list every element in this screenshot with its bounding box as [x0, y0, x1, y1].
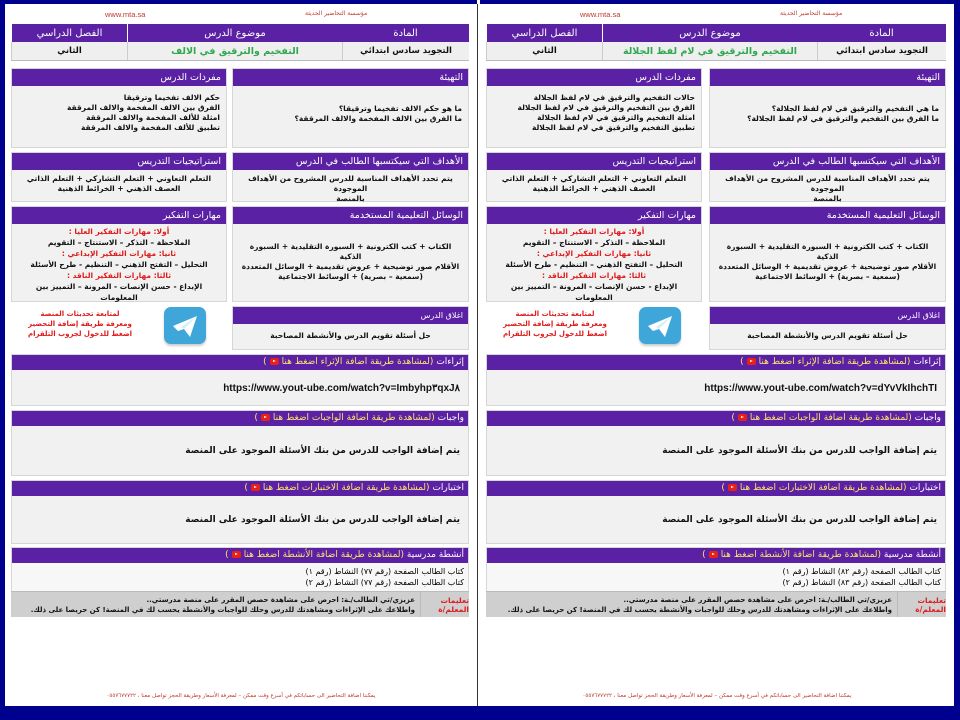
- enrichment-url[interactable]: https://www.yout-ube.com/watch?v=dYvVkIhchTI: [704, 382, 937, 394]
- activities-link-text: (لمشاهدة طريقة اضافة الأنشطة اضغط هنا: [720, 550, 882, 560]
- header-label-term: الفصل الدراسي: [11, 24, 127, 42]
- thinking-line-3: الإبداع - حسن الإنصات - المرونة – التمييز بين المعلومات: [35, 282, 203, 302]
- youtube-icon: [728, 484, 737, 491]
- goals-box: [709, 152, 946, 202]
- warmup-box: [232, 68, 469, 148]
- closing-title: اغلاق الدرس: [710, 307, 945, 324]
- teacher-notes-line: عزيزي/تي الطالب/ـة: احرص على مشاهدة حصص المقرر على منصة مدرستي..: [146, 596, 415, 604]
- vocab-title: مفردات الدرس: [487, 69, 701, 86]
- thinking-heading-1: أولا: مهارات التفكير العليا :: [68, 227, 170, 236]
- activities-title: أنشطة مدرسية: [406, 550, 464, 560]
- header-value-topic: التفخيم والترقيق في الالف: [127, 42, 342, 60]
- teacher-notes-row: [486, 591, 946, 617]
- youtube-icon: [232, 551, 241, 558]
- aids-line: الكتاب + كتب الكترونية + السبورة التقليدية + السبورة الذكية: [249, 242, 452, 261]
- warmup-line: ما هي التفخيم والترقيق في لام لفظ الجلالة؟: [771, 104, 939, 113]
- org-name: مؤسسة التحاضير الحديثة: [305, 10, 368, 17]
- teacher-notes-line: واطلاعك على الإثراءات ومشاهدتك للدرس وحلك للواجبات والأنشطة يحسب لك في المنصة! كن حريصا على ذلك.: [30, 606, 415, 614]
- header-value-term: الثاني: [11, 42, 127, 60]
- activities-link-text: (لمشاهدة طريقة اضافة الأنشطة اضغط هنا: [243, 550, 405, 560]
- thinking-heading-2: ثانيا: مهارات التفكير الإبداعي :: [536, 249, 652, 258]
- thinking-line-2: التحليل – التفتح الذهني – التنظيم - طرح الأسئلة: [30, 260, 208, 269]
- homework-link-text: (لمشاهدة طريقة اضافة الواجبات اضغط هنا: [749, 413, 912, 423]
- homework-link-close: ): [254, 413, 258, 423]
- activities-title: أنشطة مدرسية: [883, 550, 941, 560]
- tests-link-close: ): [244, 483, 248, 493]
- teacher-notes-line: واطلاعك على الإثراءات ومشاهدتك للدرس وحلك للواجبات والأنشطة يحسب لك في المنصة! كن حريصا على ذلك.: [507, 606, 892, 614]
- strategies-line: العصف الذهني + الخرائط الذهنية: [532, 184, 656, 193]
- closing-text: حل أسئلة تقويم الدرس والأنشطة المصاحبة: [747, 331, 908, 340]
- strategies-line: العصف الذهني + الخرائط الذهنية: [57, 184, 181, 193]
- lesson-plan-page-left: [5, 4, 477, 706]
- telegram-caption-line: اضغط للدخول لجروب التلقرام: [27, 330, 133, 338]
- tests-section: [11, 480, 469, 544]
- lesson-plan-page-right: [480, 4, 954, 706]
- enrichment-link-text: (لمشاهدة طريقة اضافة الإثراء اضغط هنا: [281, 357, 434, 367]
- activity-line: كتاب الطالب الصفحة (رقم ٧٧) النشاط (رقم ٢): [305, 578, 464, 587]
- page-footer: يمكننا اضافة التحاضير الى حساباتكم في أسرع وقت ممكن – لمعرفة الأسعار وطريقة الحجز تواصل معنا ، ٠٥٥٧٦٧٧٧٢٢: [582, 693, 852, 699]
- teacher-notes-text: [11, 592, 421, 617]
- aids-box: [232, 206, 469, 302]
- youtube-icon: [709, 551, 718, 558]
- tests-howto-link[interactable]: [721, 483, 906, 493]
- aids-title: الوسائل التعليمية المستخدمة: [710, 207, 945, 224]
- tests-howto-link[interactable]: [244, 483, 429, 493]
- tests-title: اختبارات: [432, 483, 464, 493]
- homework-title: واجبات: [914, 413, 941, 423]
- tests-link-text: (لمشاهدة طريقة اضافة الاختبارات اضغط هنا: [739, 483, 907, 493]
- org-name: مؤسسة التحاضير الحديثة: [780, 10, 843, 17]
- teacher-notes-line: عزيزي/تي الطالب/ـة: احرص على مشاهدة حصص المقرر على منصة مدرستي..: [623, 596, 892, 604]
- teacher-notes-label: تعليمات المعلم/ة: [915, 595, 946, 614]
- activities-link-close: ): [225, 550, 229, 560]
- header-value-term: الثاني: [486, 42, 602, 60]
- closing-title: اغلاق الدرس: [233, 307, 468, 324]
- aids-line: الأقلام صور توضيحية + عروض تقديمية + الوسائل المتعددة: [718, 262, 937, 271]
- enrichment-url[interactable]: https://www.yout-ube.com/watch?v=Imbyhp٣qxJ٨: [223, 382, 460, 394]
- strategies-title: استراتيجيات التدريس: [487, 153, 701, 170]
- enrichment-link-text: (لمشاهدة طريقة اضافة الإثراء اضغط هنا: [758, 357, 911, 367]
- tests-link-close: ): [721, 483, 725, 493]
- enrichment-title: إثراءات: [436, 357, 464, 367]
- thinking-heading-1: أولا: مهارات التفكير العليا :: [543, 227, 645, 236]
- header-value-subject: التجويد سادس ابتدائي: [817, 42, 946, 60]
- warmup-line: ما هو حكم الالف تفخيما وترقيقا؟: [338, 104, 462, 113]
- thinking-heading-2: ثانيا: مهارات التفكير الإبداعي :: [61, 249, 177, 258]
- strategies-line: التعلم التعاوني + التعلم التشاركي + التعلم الذاتي: [26, 174, 212, 183]
- thinking-title: مهارات التفكير: [487, 207, 701, 224]
- homework-text: يتم إضافة الواجب للدرس من بنك الأسئلة الموجود على المنصة: [662, 446, 937, 456]
- thinking-line-3: الإبداع - حسن الإنصات - المرونة – التمييز بين المعلومات: [510, 282, 678, 302]
- homework-section: [11, 410, 469, 476]
- youtube-icon: [261, 414, 270, 421]
- telegram-caption[interactable]: [15, 309, 145, 339]
- activities-section: [11, 547, 469, 593]
- thinking-skills-box: [11, 206, 227, 302]
- telegram-caption-line: لمتابعة تحديثات المنصة: [515, 310, 595, 318]
- thinking-line-1: الملاحظة – التذكر – الاستنتاج – التقويم: [522, 238, 666, 247]
- homework-link-text: (لمشاهدة طريقة اضافة الواجبات اضغط هنا: [272, 413, 435, 423]
- goals-title: الأهداف التي سيكتسبها الطالب في الدرس: [710, 153, 945, 170]
- youtube-icon: [747, 358, 756, 365]
- thinking-skills-box: [486, 206, 702, 302]
- homework-link-close: ): [731, 413, 735, 423]
- frame-border-bottom: [0, 706, 960, 720]
- warmup-title: التهيئة: [710, 69, 945, 86]
- aids-line: الأقلام صور توضيحية + عروض تقديمية + الوسائل المتعددة: [241, 262, 460, 271]
- closing-box: [709, 306, 946, 350]
- enrichment-title: إثراءات: [913, 357, 941, 367]
- strategies-box: [486, 152, 702, 202]
- enrichment-link-close: ): [263, 357, 267, 367]
- telegram-icon[interactable]: [639, 307, 681, 344]
- activities-section: [486, 547, 946, 593]
- goals-title: الأهداف التي سيكتسبها الطالب في الدرس: [233, 153, 468, 170]
- homework-howto-link[interactable]: [731, 413, 911, 423]
- aids-line: الكتاب + كتب الكترونية + السبورة التقليدية + السبورة الذكية: [726, 242, 929, 261]
- thinking-heading-3: ثالثا: مهارات التفكير الناقد :: [541, 271, 647, 280]
- activity-line: كتاب الطالب الصفحة (رقم ٨٣) النشاط (رقم ٢): [782, 578, 941, 587]
- goals-line: بالمنصة: [336, 194, 365, 203]
- strategies-title: استراتيجيات التدريس: [12, 153, 226, 170]
- homework-title: واجبات: [437, 413, 464, 423]
- activities-link-close: ): [702, 550, 706, 560]
- telegram-caption-line: لمتابعة تحديثات المنصة: [40, 310, 120, 318]
- telegram-caption-line: اضغط للدخول لجروب التلقرام: [502, 330, 608, 338]
- telegram-icon[interactable]: [164, 307, 206, 344]
- teacher-notes-text: [486, 592, 898, 617]
- telegram-caption[interactable]: [490, 309, 620, 339]
- youtube-icon: [251, 484, 260, 491]
- vocab-line: امثلة التفخيم والترقيق في لام لفظ الجلالة: [537, 113, 695, 122]
- enrichment-howto-link[interactable]: [263, 357, 433, 367]
- youtube-icon: [270, 358, 279, 365]
- header-label-subject: المادة: [869, 27, 894, 39]
- aids-title: الوسائل التعليمية المستخدمة: [233, 207, 468, 224]
- vocab-line: الفرق بين التفخيم والترقيق في لام لفظ الجلالة: [517, 103, 695, 112]
- goals-line: يتم تحدد الأهداف المناسبة للدرس المشروح من الأهداف الموجودة: [248, 174, 453, 193]
- header-value-topic: التفخيم والترقيق في لام لفظ الجلالة: [602, 42, 817, 60]
- site-url[interactable]: www.mta.sa: [580, 10, 621, 19]
- page-topline: [5, 10, 477, 22]
- vocab-line: امثلة للألف المفخمة والالف المرققة: [86, 113, 220, 122]
- header-label-subject: المادة: [393, 27, 418, 39]
- strategies-line: التعلم التعاوني + التعلم التشاركي + التعلم الذاتي: [501, 174, 687, 183]
- warmup-box: [709, 68, 946, 148]
- enrichment-howto-link[interactable]: [740, 357, 910, 367]
- aids-line: (سمعية – بصرية) + الوسائط الاجتماعية: [278, 272, 423, 281]
- enrichment-section: [11, 354, 469, 406]
- lesson-header-table: [486, 24, 946, 62]
- thinking-line-1: الملاحظة – التذكر – الاستنتاج – التقويم: [47, 238, 191, 247]
- enrichment-link-close: ): [740, 357, 744, 367]
- lesson-header-table: [11, 24, 469, 62]
- vocab-line: الفرق بين الالف المفخمة والالف المرققة: [66, 103, 220, 112]
- thinking-title: مهارات التفكير: [12, 207, 226, 224]
- header-label-topic: موضوع الدرس: [127, 24, 342, 42]
- vocab-line: حالات التفخيم والترقيق في لام لفظ الجلالة: [533, 93, 695, 102]
- teacher-notes-label: تعليمات المعلم/ة: [438, 595, 469, 614]
- thinking-heading-3: ثالثا: مهارات التفكير الناقد :: [66, 271, 172, 280]
- tests-title: اختبارات: [909, 483, 941, 493]
- goals-box: [232, 152, 469, 202]
- vocab-box: [486, 68, 702, 148]
- header-value-subject: التجويد سادس ابتدائي: [342, 42, 469, 60]
- homework-section: [486, 410, 946, 476]
- telegram-caption-line: ومعرفة طريقة إضافة التحضير: [503, 320, 607, 328]
- header-label-topic: موضوع الدرس: [602, 24, 817, 42]
- tests-link-text: (لمشاهدة طريقة اضافة الاختبارات اضغط هنا: [262, 483, 430, 493]
- aids-line: (سمعية – بصرية) + الوسائط الاجتماعية: [755, 272, 900, 281]
- vocab-line: تطبيق التفخيم والترقيق في لام لفظ الجلالة: [531, 123, 695, 132]
- header-label-term: الفصل الدراسي: [486, 24, 602, 42]
- page-divider-line: [477, 4, 478, 720]
- page-topline: [480, 10, 954, 22]
- tests-text: يتم إضافة الواجب للدرس من بنك الأسئلة الموجود على المنصة: [185, 515, 460, 525]
- activity-line: كتاب الطالب الصفحة (رقم ٧٧) النشاط (رقم ١): [305, 567, 464, 576]
- closing-text: حل أسئلة تقويم الدرس والأنشطة المصاحبة: [270, 331, 431, 340]
- enrichment-section: [486, 354, 946, 406]
- activities-howto-link[interactable]: [702, 550, 881, 560]
- homework-text: يتم إضافة الواجب للدرس من بنك الأسئلة الموجود على المنصة: [185, 446, 460, 456]
- goals-line: يتم تحدد الأهداف المناسبة للدرس المشروح من الأهداف الموجودة: [725, 174, 930, 193]
- aids-box: [709, 206, 946, 302]
- strategies-box: [11, 152, 227, 202]
- activity-line: كتاب الطالب الصفحة (رقم ٨٢) النشاط (رقم ١): [782, 567, 941, 576]
- warmup-line: ما الفرق بين التفخيم والترقيق في لام لفظ الجلالة؟: [747, 114, 939, 123]
- closing-box: [232, 306, 469, 350]
- telegram-caption-line: ومعرفة طريقة إضافة التحضير: [28, 320, 132, 328]
- warmup-title: التهيئة: [233, 69, 468, 86]
- activities-howto-link[interactable]: [225, 550, 404, 560]
- site-url[interactable]: www.mta.sa: [105, 10, 146, 19]
- youtube-icon: [738, 414, 747, 421]
- warmup-line: ما الفرق بين الالف المفخمة والالف المرققة؟: [294, 114, 462, 123]
- vocab-title: مفردات الدرس: [12, 69, 226, 86]
- vocab-line: حكم الالف تفخيما وترقيقا: [123, 93, 220, 102]
- homework-howto-link[interactable]: [254, 413, 434, 423]
- tests-text: يتم إضافة الواجب للدرس من بنك الأسئلة الموجود على المنصة: [662, 515, 937, 525]
- goals-line: بالمنصة: [813, 194, 842, 203]
- page-footer: يمكننا اضافة التحاضير الى حساباتكم في أسرع وقت ممكن – لمعرفة الأسعار وطريقة الحجز تواصل معنا ، ٠٥٥٧٦٧٧٧٢٢: [106, 693, 376, 699]
- vocab-line: تطبيق للألف المفخمة والالف المرققة: [80, 123, 220, 132]
- thinking-line-2: التحليل – التفتح الذهني – التنظيم - طرح الأسئلة: [505, 260, 683, 269]
- vocab-box: [11, 68, 227, 148]
- teacher-notes-row: [11, 591, 469, 617]
- tests-section: [486, 480, 946, 544]
